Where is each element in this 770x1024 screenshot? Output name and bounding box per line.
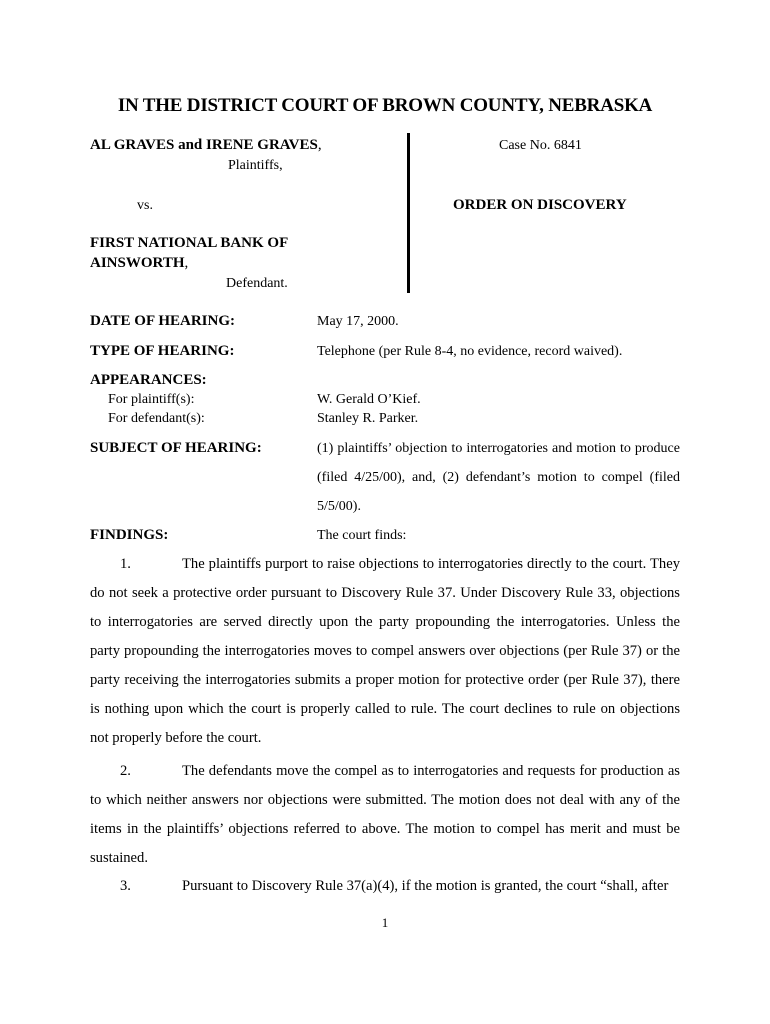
for-plaintiff-label: For plaintiff(s): [108,392,195,407]
finding-paragraph-1 [90,550,680,753]
finding-number: 2. [120,763,131,779]
caption-divider [407,133,410,293]
plaintiffs-role: Plaintiffs, [228,158,283,173]
for-plaintiff-value: W. Gerald O’Kief. [317,392,421,407]
defendant-name-line1: FIRST NATIONAL BANK OF [90,235,289,251]
date-of-hearing-label: DATE OF HEARING: [90,313,236,329]
findings-label: FINDINGS: [90,527,169,543]
finding-number: 1. [120,556,131,572]
finding-paragraph-3 [90,872,680,901]
plaintiffs-comma: , [317,137,322,153]
date-of-hearing-value: May 17, 2000. [317,314,399,329]
plaintiffs-names-line [90,137,322,154]
order-title: ORDER ON DISCOVERY [453,197,627,213]
subject-of-hearing-value: (1) plaintiffs’ objection to interrogatories and motion to produce (filed 4/25/00), and, (2) defendant’s motion to compel (filed 5/5/00). [317,441,680,514]
type-of-hearing-value: Telephone (per Rule 8-4, no evidence, record waived). [317,344,623,359]
finding-text: The plaintiffs purport to raise objections to interrogatories directly to the court. They do not seek a protective order pursuant to Discovery Rule 37. Under Discovery Rule 33, objections to interrogatories are served directly upon the party propounding the interrogatories. Unless the party propounding the interrogatories moves to compel answers over objections (per Rule 37) or the party receiving the interrogatories submits a proper motion for protective order (per Rule 37), there is nothing upon which the court is properly called to rule. The court declines to rule on objections not properly before the court. [90,556,680,746]
findings-intro: The court finds: [317,528,407,543]
defendant-role: Defendant. [226,276,288,291]
subject-of-hearing-label: SUBJECT OF HEARING: [90,440,262,456]
finding-paragraph-2 [90,757,680,873]
defendant-name-line2-wrap [90,255,188,272]
plaintiffs-names: AL GRAVES and IRENE GRAVES [90,137,318,153]
defendant-comma: , [184,255,189,271]
case-number: Case No. 6841 [499,138,582,153]
versus: vs. [137,198,153,213]
finding-number: 3. [120,878,131,894]
defendant-name-line2: AINSWORTH [90,255,185,271]
for-defendant-label: For defendant(s): [108,411,205,426]
finding-text: The defendants move the compel as to interrogatories and requests for production as to which neither answers nor objections were submitted. The motion does not deal with any of the items in the plaintiffs’ objections referred to above. The motion to compel has merit and must be sustained. [90,763,680,866]
page-number: 1 [381,915,389,930]
for-defendant-value: Stanley R. Parker. [317,411,419,426]
court-title: IN THE DISTRICT COURT OF BROWN COUNTY, NEBRASKA [117,95,653,116]
appearances-label: APPEARANCES: [90,372,207,388]
finding-text: Pursuant to Discovery Rule 37(a)(4), if the motion is granted, the court “shall, after [182,878,669,894]
type-of-hearing-label: TYPE OF HEARING: [90,343,235,359]
